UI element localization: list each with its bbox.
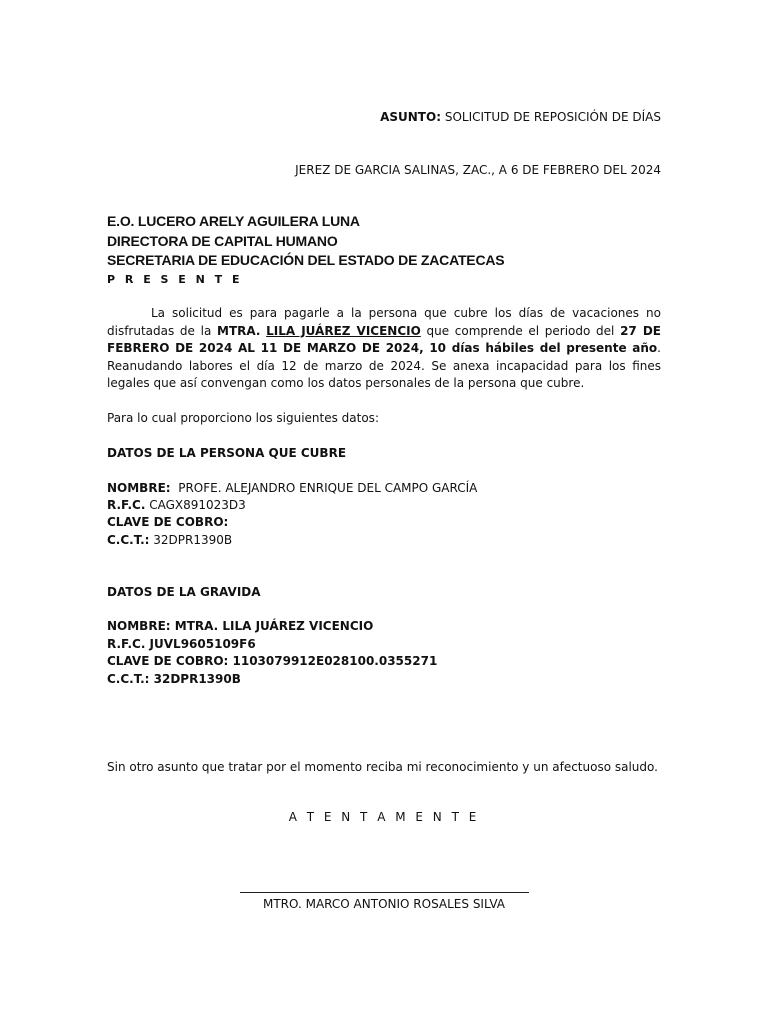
paragraph-name: LILA JUÁREZ VICENCIO: [266, 323, 421, 338]
cubre-cct-value: 32DPR1390B: [153, 533, 233, 547]
gravida-clave: CLAVE DE COBRO: 1103079912E028100.0355271: [107, 654, 438, 668]
cubre-heading: DATOS DE LA PERSONA QUE CUBRE: [107, 446, 347, 460]
subject-line: [380, 109, 661, 126]
paragraph-text-3: . Reanudando labores el día 12 de marzo de 2024. Se anexa incapacidad para los fines legales que así convengan como los datos personales de la persona que cubre.: [107, 341, 661, 390]
paragraph-text-2: que comprende el periodo del: [420, 323, 621, 338]
recipient-institution: SECRETARIA DE EDUCACIÓN DEL ESTADO DE ZACATECAS: [107, 252, 505, 268]
paragraph-title: MTRA.: [217, 323, 261, 338]
cubre-rfc: [107, 497, 246, 514]
signer-name: MTRO. MARCO ANTONIO ROSALES SILVA: [263, 897, 505, 911]
recipient-position: DIRECTORA DE CAPITAL HUMANO: [107, 233, 338, 249]
cubre-nombre-value: PROFE. ALEJANDRO ENRIQUE DEL CAMPO GARCÍA: [178, 481, 478, 495]
atentamente-label: A T E N T A M E N T E: [288, 810, 480, 824]
cubre-clave-label: CLAVE DE COBRO:: [107, 515, 229, 529]
data-intro: Para lo cual proporciono los siguientes datos:: [107, 411, 379, 425]
cubre-cct-label: C.C.T.:: [107, 533, 150, 547]
request-paragraph: [107, 305, 661, 393]
cubre-rfc-value: CAGX891023D3: [149, 498, 246, 512]
paragraph-text-1: La solicitud es para pagarle a la persona que cubre los días de vacaciones no disfrutadas de la: [107, 306, 661, 338]
signature-line: [240, 892, 529, 893]
cubre-rfc-label: R.F.C.: [107, 498, 146, 512]
subject-text: SOLICITUD DE REPOSICIÓN DE DÍAS: [444, 110, 661, 124]
cubre-nombre: [107, 480, 477, 497]
paragraph-period: 27 DE FEBRERO DE 2024 AL 11 DE MARZO DE 2024, 10 días hábiles del presente año: [107, 323, 661, 355]
cubre-nombre-label: NOMBRE:: [107, 481, 171, 495]
subject-label: ASUNTO:: [380, 110, 441, 124]
gravida-cct: C.C.T.: 32DPR1390B: [107, 672, 241, 686]
place-date: JEREZ DE GARCIA SALINAS, ZAC., A 6 DE FEBRERO DEL 2024: [295, 163, 661, 177]
gravida-rfc: R.F.C. JUVL9605109F6: [107, 637, 256, 651]
presente-label: P R E S E N T E: [107, 273, 243, 286]
recipient-name: E.O. LUCERO ARELY AGUILERA LUNA: [107, 213, 360, 229]
closing-text: Sin otro asunto que tratar por el momento reciba mi reconocimiento y un afectuoso saludo.: [107, 760, 658, 774]
cubre-cct: [107, 532, 232, 549]
gravida-heading: DATOS DE LA GRAVIDA: [107, 585, 261, 599]
gravida-nombre: NOMBRE: MTRA. LILA JUÁREZ VICENCIO: [107, 619, 374, 633]
